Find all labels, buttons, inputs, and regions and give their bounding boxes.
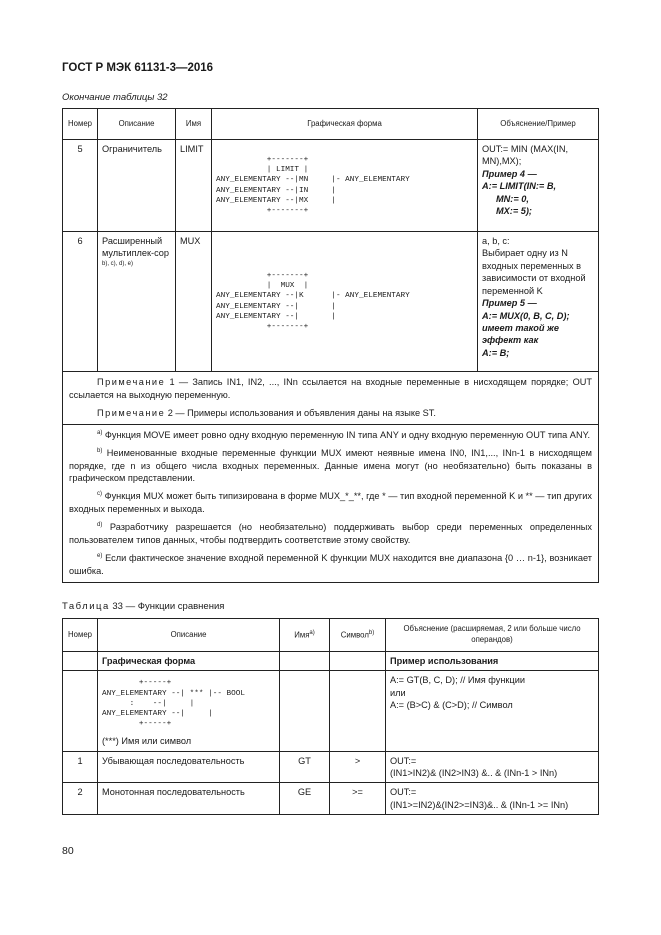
table-header-row (63, 619, 599, 652)
notes-row (63, 372, 599, 425)
expl-code: MX:= 5); (496, 206, 532, 217)
example-line: A:= (B>C) & (C>D); // Символ (390, 700, 513, 711)
row-name: MUX (176, 232, 212, 372)
table-row (63, 140, 599, 232)
graphic-note: (***) Имя или символ (102, 736, 192, 747)
table-33 (62, 618, 599, 815)
row-name: GT (280, 751, 330, 783)
footnote-e: $^{e)}$ Если фактическое значение входной переменной K функции MUX находится вне диапазона {0 … n-1}, возникает ошибка. (69, 552, 592, 576)
table33-caption: Таблица 33 — Функции сравнения (62, 601, 225, 612)
col-header-explanation: Объяснение/Пример (478, 109, 599, 140)
page-number: 80 (62, 845, 74, 857)
row-number: 1 (63, 751, 98, 783)
table-row (63, 783, 599, 815)
col-header-name: Имя$^{a)}$ (280, 619, 330, 652)
col-header-name: Имя (176, 109, 212, 140)
footnote-c: $^{c)}$ Функция MUX может быть типизирована в форме MUX_*_**, где * — тип входной переменной K и ** — тип других входных переменных и выхода. (69, 491, 592, 515)
table-row (63, 232, 599, 372)
row-description: Убывающая последовательность (98, 751, 280, 783)
expl-example-label: Пример 4 — (482, 168, 537, 179)
col-header-description: Описание (98, 109, 176, 140)
col-header-description: Описание (98, 619, 280, 652)
row-expl: (IN1>IN2)& (IN2>IN3) &.. & (INn-1 > INn) (390, 768, 558, 779)
expl-text: имеет такой же эффект как (482, 322, 559, 346)
row-expl: (IN1>=IN2)&(IN2>=IN3)&.. & (INn-1 >= INn) (390, 799, 569, 810)
subheader-graphic: Графическая форма (98, 652, 280, 671)
row-expl: OUT:= (390, 755, 417, 766)
footnote-d: $^{d)}$ Разработчику разрешается (но необязательно) поддерживать выбор среди переменных определенных пользователем типов данных, чтобы подтвердить соответствие этому свойству. (69, 522, 592, 545)
row-symbol: >= (330, 783, 386, 815)
col-header-number: Номер (63, 619, 98, 652)
graphic-row (63, 671, 599, 751)
subheader-row (63, 652, 599, 671)
row-number: 2 (63, 783, 98, 815)
row-description: Монотонная последовательность (98, 783, 280, 815)
expl-code: A:= B; (482, 347, 510, 358)
note-1: Примечание 1 — Запись IN1, IN2, ..., INn ссылается на входные переменные в нисходящем порядке; OUT ссылается на выходную переменную. (69, 377, 592, 400)
document-header: ГОСТ Р МЭК 61131-3—2016 (62, 62, 214, 74)
graphic-block-compare: +-----+ ANY_ELEMENTARY --| *** |-- BOOL : --| | ANY_ELEMENTARY --| | +-----+ (102, 679, 246, 729)
note-2: Примечание 2 — Примеры использования и объявления даны на языке ST. (97, 407, 436, 418)
expl-example-label: Пример 5 — (482, 298, 537, 309)
row-expl: OUT:= (390, 787, 417, 798)
graphic-block-mux: +-------+ | MUX | ANY_ELEMENTARY --|K |- ANY_ELEMENTARY ANY_ELEMENTARY --| | ANY_ELEMENTARY --| | +-------+ (216, 272, 410, 331)
footnote-b: $^{b)}$ Неименованные входные переменные функции MUX имеют неявные имена IN0, IN1,..., INn-1 в нисходящем порядке, где n из общего числа входных переменных. Данные имена могут (но необязательно) быть показаны в графическом представлении. (69, 447, 592, 484)
footnotes-row (63, 424, 599, 582)
col-header-graphic: Графическая форма (212, 109, 478, 140)
col-header-number: Номер (63, 109, 98, 140)
col-header-symbol: Символ$^{b)}$ (330, 619, 386, 652)
table-row (63, 751, 599, 783)
row-name: LIMIT (176, 140, 212, 232)
table-header-row (63, 109, 599, 140)
footnote-refs: b), c), d), e) (102, 260, 134, 267)
row-description: Ограничитель (98, 140, 176, 232)
example-line: или (390, 687, 406, 698)
graphic-block-limit: +-------+ | LIMIT | ANY_ELEMENTARY --|MN |- ANY_ELEMENTARY ANY_ELEMENTARY --|IN | ANY_ELEMENTARY --|MX | +-------+ (216, 156, 410, 215)
expl-code: MN:= 0, (496, 193, 529, 204)
expl-line: a, b, c: (482, 236, 510, 246)
expl-code: A:= LIMIT(IN:= B, (482, 181, 557, 192)
example-line: A:= GT(B, C, D); // Имя функции (390, 675, 525, 686)
row-name: GE (280, 783, 330, 815)
table32-caption: Окончание таблицы 32 (62, 92, 168, 103)
row-number: 6 (63, 232, 98, 372)
row-number: 5 (63, 140, 98, 232)
subheader-example: Пример использования (386, 652, 599, 671)
col-header-explanation: Объяснение (расширяемая, 2 или больше число операндов) (386, 619, 599, 652)
expl-text: Выбирает одну из N входных переменных в зависимости от входной переменной K (482, 248, 586, 296)
row-symbol: > (330, 751, 386, 783)
row-description: Расширенный мультиплек-сор (102, 236, 170, 259)
footnote-a: $^{a)}$ Функция MOVE имеет ровно одну входную переменную IN типа ANY и одну входную переменную OUT типа ANY. (97, 429, 591, 440)
table-32 (62, 108, 599, 583)
expl-line: OUT:= MIN (MAX(IN, MN),MX); (482, 144, 569, 167)
expl-code: A:= MUX(0, B, C, D); (482, 310, 570, 321)
